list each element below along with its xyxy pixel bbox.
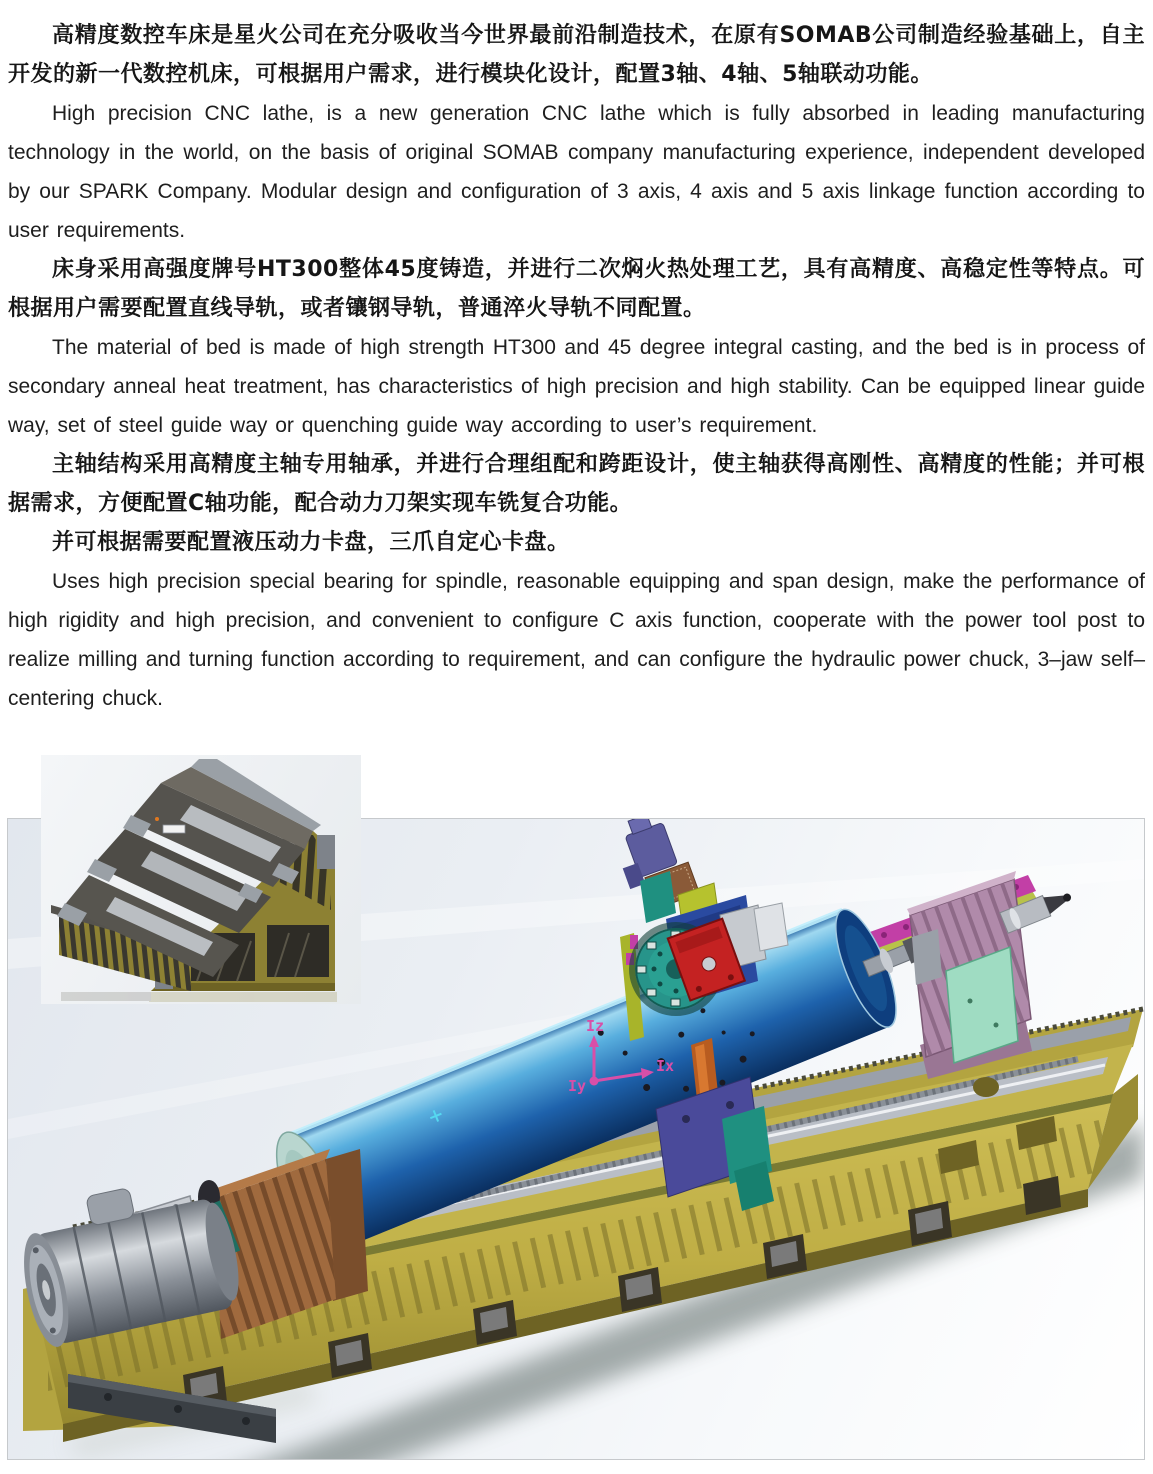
triad-label-origin: Iy [568, 1077, 587, 1095]
inset-reflection [61, 992, 337, 1002]
part-number-label [163, 825, 185, 833]
product-description-text [8, 16, 1145, 718]
bed-casting-inset [41, 755, 361, 1004]
paragraph-cn-chuck: 并可根据需要配置液压动力卡盘，三爪自定心卡盘。 [52, 530, 570, 555]
triad-label-right: Ix [656, 1057, 675, 1075]
paragraph-cn-intro: 高精度数控车床是星火公司在充分吸收当今世界最前沿制造技术，在原有SOMAB公司制造经验基础上，自主开发的新一代数控机床，可根据用户需求，进行模块化设计，配置3轴、4轴、5轴联动功能。 [8, 23, 1145, 87]
bed-casting [51, 759, 335, 991]
triad-label-up: Iz [586, 1017, 605, 1035]
paragraph-en-bed: The material of bed is made of high strength HT300 and 45 degree integral casting, and the bed is in process of secondary anneal heat treatment, has characteristics of high precision and high stability. Can be equipped linear guide way, set of steel guide way or quenching guide way according to user’s requirement. [8, 336, 1145, 437]
bed-casting-svg [41, 755, 361, 1004]
paragraph-en-intro: High precision CNC lathe, is a new generation CNC lathe which is fully absorbed in leading manufacturing technology in the world, on the basis of original SOMAB company manufacturing experience, independent developed by our SPARK Company. Modular design and configuration of 3 axis, 4 axis and 5 axis linkage function according to user requirements. [8, 102, 1145, 242]
paragraph-cn-bed: 床身采用高强度牌号HT300整体45度铸造，并进行二次焖火热处理工艺，具有高精度、高稳定性等特点。可根据用户需要配置直线导轨，或者镶钢导轨，普通淬火导轨不同配置。 [8, 257, 1145, 321]
paragraph-cn-spindle: 主轴结构采用高精度主轴专用轴承，并进行合理组配和跨距设计，使主轴获得高刚性、高精度的性能；并可根据需求，方便配置C轴功能，配合动力刀架实现车铣复合功能。 [8, 452, 1145, 516]
paragraph-en-spindle: Uses high precision special bearing for spindle, reasonable equipping and span design, make the performance of high rigidity and high precision, and convenient to configure C axis function, cooperate with the power tool post to realize milling and turning function according to requirement, and can configure the hydraulic power chuck, 3–jaw self–centering chuck. [8, 570, 1145, 710]
